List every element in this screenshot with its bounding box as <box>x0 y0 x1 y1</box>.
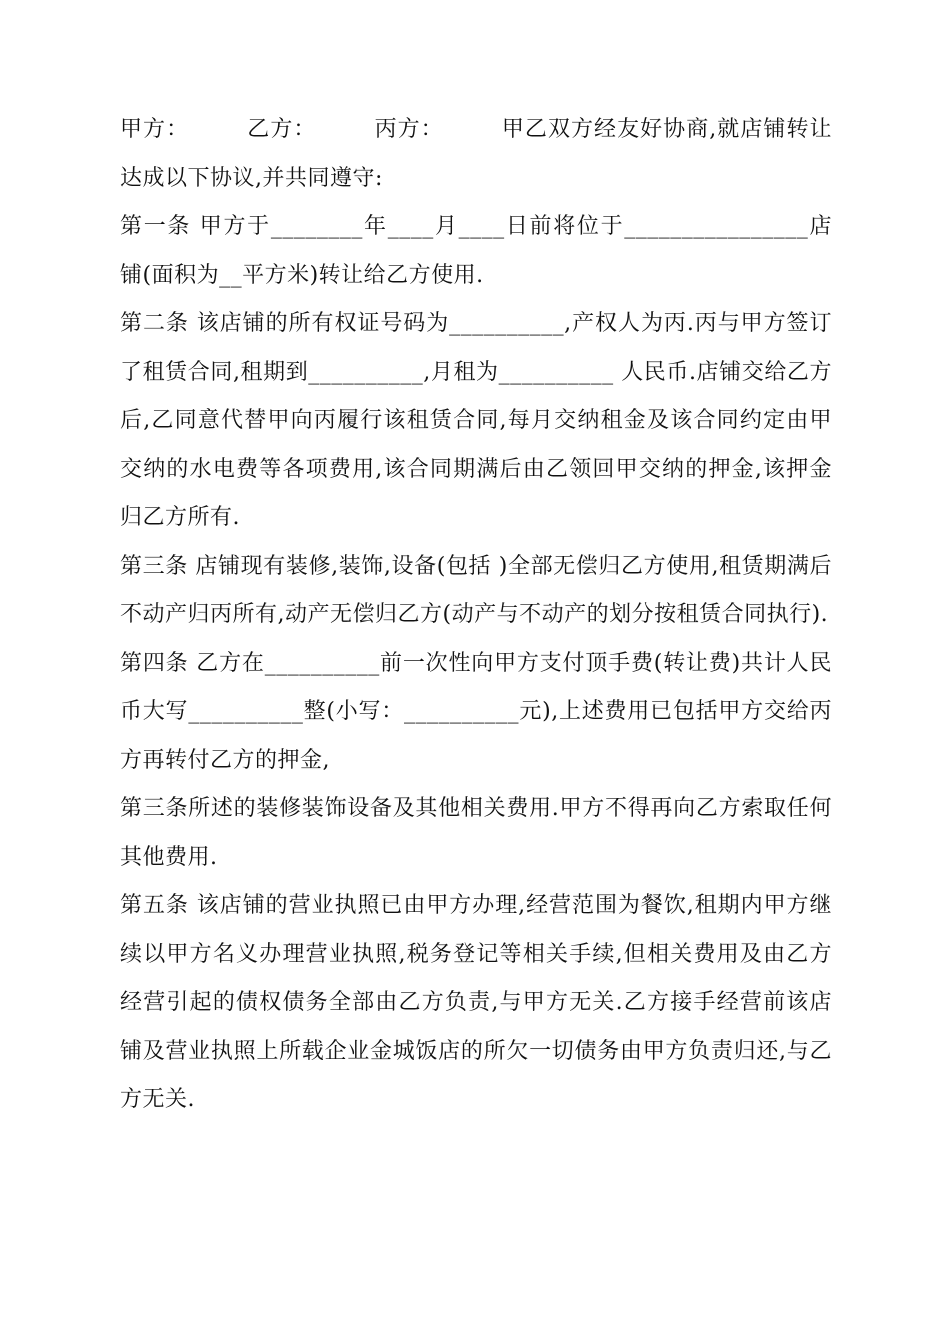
paragraph-article-4-continued: 第三条所述的装修装饰设备及其他相关费用.甲方不得再向乙方索取任何其他费用. <box>120 796 832 870</box>
paragraph-parties: 甲方： 乙方： 丙方： 甲乙双方经友好协商,就店铺转让达成以下协议,并共同遵守: <box>120 117 832 191</box>
paragraph-article-5: 第五条 该店铺的营业执照已由甲方办理,经营范围为餐饮,租期内甲方继续以甲方名义办理营业执照,税务登记等相关手续,但相关费用及由乙方经营引起的债权债务全部由乙方负责,与甲方无关.乙方接手经营前该店铺及营业执照上所载企业金城饭店的所欠一切债务由甲方负责归还,与乙方无关. <box>120 893 832 1112</box>
document-page <box>120 106 832 1125</box>
paragraph-article-1: 第一条 甲方于________年____月____日前将位于________________店铺(面积为__平方米)转让给乙方使用. <box>120 214 832 288</box>
paragraph-article-3: 第三条 店铺现有装修,装饰,设备(包括 )全部无偿归乙方使用,租赁期满后不动产归丙所有,动产无偿归乙方(动产与不动产的划分按租赁合同执行). <box>120 553 832 627</box>
paragraph-article-4: 第四条 乙方在__________前一次性向甲方支付顶手费(转让费)共计人民币大写__________整(小写：__________元),上述费用已包括甲方交给丙方再转付乙方的押金, <box>120 650 832 773</box>
paragraph-article-2: 第二条 该店铺的所有权证号码为__________,产权人为丙.丙与甲方签订了租赁合同,租期到__________,月租为__________ 人民币.店铺交给乙方后,乙同意代替甲向丙履行该租赁合同,每月交纳租金及该合同约定由甲交纳的水电费等各项费用,该合同期满后由乙领回甲交纳的押金,该押金归乙方所有. <box>120 311 832 530</box>
